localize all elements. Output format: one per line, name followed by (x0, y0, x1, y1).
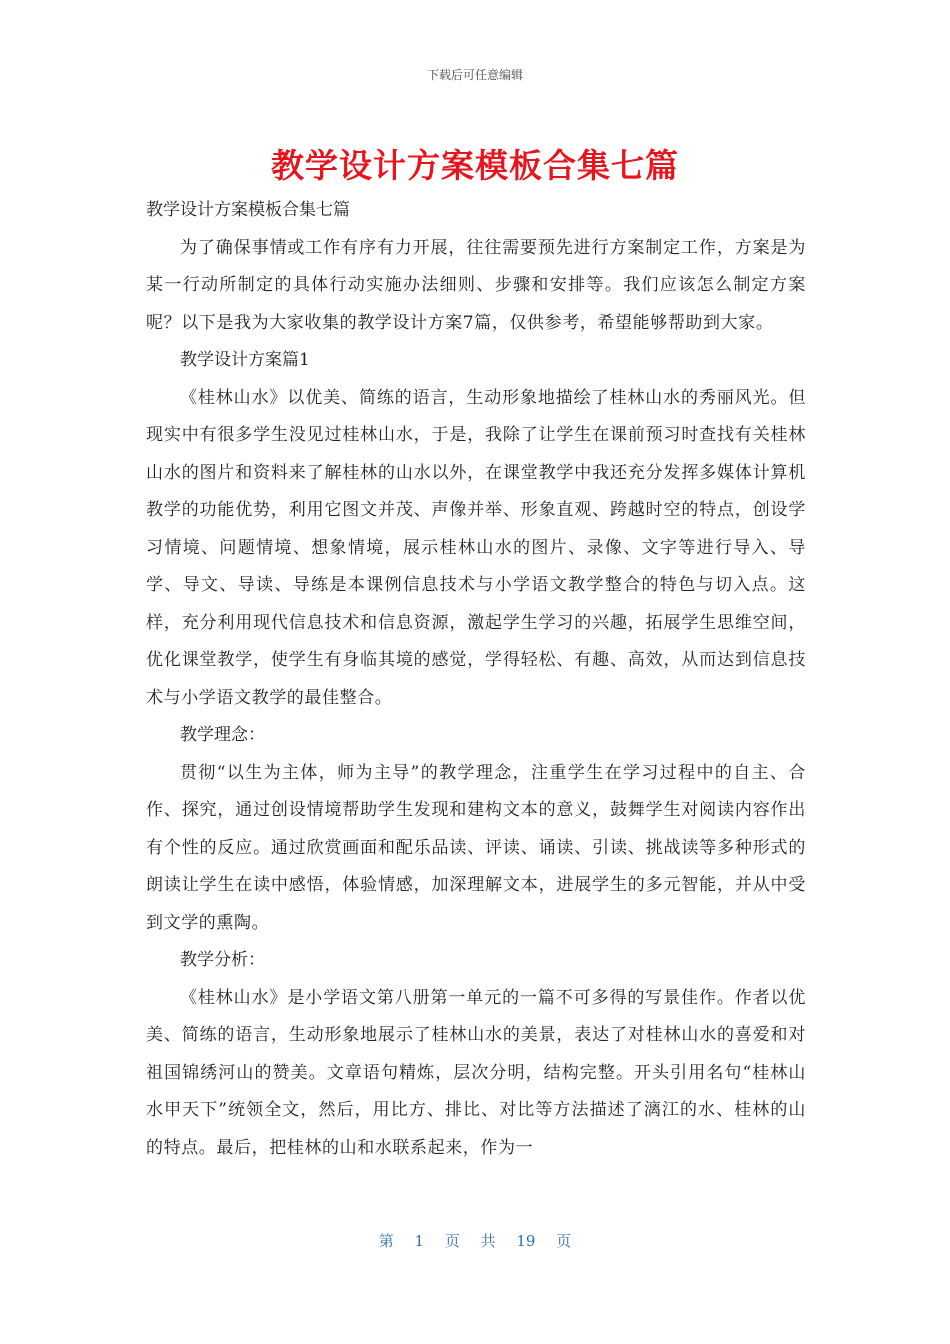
header-note: 下载后可任意编辑 (426, 68, 523, 82)
document-title: 教学设计方案模板合集七篇 (271, 146, 679, 185)
teaching-concept-paragraph: 贯彻“以生为主体，师为主导”的教学理念，注重学生在学习过程中的自主、合作、探究，通过创设情境帮助学生发现和建构文本的意义，鼓舞学生对阅读内容作出有个性的反应。通过欣赏画面和配乐品读、评读、诵读、引读、挑战读等多种形式的朗读让学生在读中感悟，体验情感，加深理解文本，进展学生的多元智能，并从中受到文学的熏陶。 (146, 762, 806, 933)
section-heading-teaching-concept: 教学理念： (180, 725, 265, 745)
teaching-analysis-paragraph: 《桂林山水》是小学语文第八册第一单元的一篇不可多得的写景佳作。作者以优美、简练的语言，生动形象地展示了桂林山水的美景，表达了对桂林山水的喜爱和对祖国锦绣河山的赞美。文章语句精炼，层次分明，结构完整。开头引用名句“桂林山水甲天下”统领全文，然后，用比方、排比、对比等方法描述了漓江的水、桂林的山的特点。最后，把桂林的山和水联系起来，作为一 (146, 987, 806, 1158)
page-footer: 第 1 页 共 19 页 (378, 1232, 572, 1250)
section-heading-teaching-analysis: 教学分析： (180, 950, 265, 970)
plan-1-paragraph: 《桂林山水》以优美、简练的语言，生动形象地描绘了桂林山水的秀丽风光。但现实中有很多学生没见过桂林山水，于是，我除了让学生在课前预习时查找有关桂林山水的图片和资料来了解桂林的山水以外，在课堂教学中我还充分发挥多媒体计算机教学的功能优势，利用它图文并茂、声像并举、形象直观、跨越时空的特点，创设学习情境、问题情境、想象情境，展示桂林山水的图片、录像、文字等进行导入、导学、导文、导读、导练是本课例信息技术与小学语文教学整合的特色与切入点。这样，充分利用现代信息技术和信息资源，激起学生学习的兴趣，拓展学生思维空间，优化课堂教学，使学生有身临其境的感觉，学得轻松、有趣、高效，从而达到信息技术与小学语文教学的最佳整合。 (146, 387, 806, 708)
document-body (146, 192, 806, 1167)
intro-paragraph: 为了确保事情或工作有序有力开展，往往需要预先进行方案制定工作，方案是为某一行动所制定的具体行动实施办法细则、步骤和安排等。我们应该怎么制定方案呢？以下是我为大家收集的教学设计方案7篇，仅供参考，希望能够帮助到大家。 (146, 237, 806, 333)
section-heading-plan-1: 教学设计方案篇1 (180, 350, 310, 370)
document-subtitle: 教学设计方案模板合集七篇 (146, 200, 350, 220)
